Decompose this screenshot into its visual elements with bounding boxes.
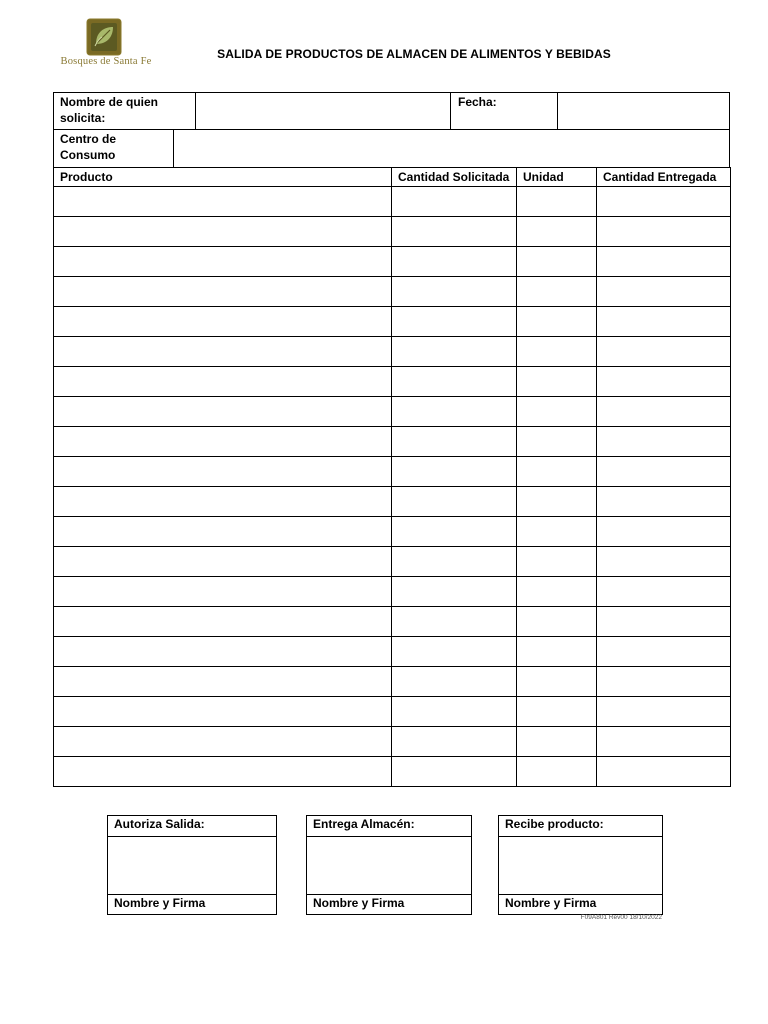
- signature-header: [307, 816, 471, 837]
- table-row: [54, 637, 731, 667]
- document-title: SALIDA DE PRODUCTOS DE ALMACEN DE ALIMENTOS Y BEBIDAS: [217, 47, 611, 61]
- requested-quantity-cell[interactable]: [392, 427, 517, 457]
- unit-cell[interactable]: [517, 577, 597, 607]
- delivered-quantity-cell[interactable]: [597, 637, 731, 667]
- unit-cell[interactable]: [517, 457, 597, 487]
- table-row: [54, 577, 731, 607]
- table-row: [54, 187, 731, 217]
- unit-cell[interactable]: [517, 487, 597, 517]
- signature-box-receive: [498, 815, 663, 915]
- requested-quantity-cell[interactable]: [392, 577, 517, 607]
- table-header-row: [54, 168, 731, 187]
- delivered-quantity-cell[interactable]: [597, 307, 731, 337]
- unit-cell[interactable]: [517, 607, 597, 637]
- requested-quantity-cell[interactable]: [392, 517, 517, 547]
- table-row: [54, 217, 731, 247]
- requester-input[interactable]: [196, 93, 450, 129]
- requested-quantity-cell[interactable]: [392, 697, 517, 727]
- table-row: [54, 247, 731, 277]
- column-header-requested-quantity: Cantidad Solicitada: [392, 168, 517, 187]
- consumption-center-label: [60, 131, 116, 163]
- product-cell[interactable]: [54, 727, 392, 757]
- delivered-quantity-cell[interactable]: [597, 727, 731, 757]
- requested-quantity-cell[interactable]: [392, 607, 517, 637]
- delivered-quantity-cell[interactable]: [597, 247, 731, 277]
- leaf-logo-icon: [86, 18, 122, 56]
- delivered-quantity-cell[interactable]: [597, 607, 731, 637]
- requested-quantity-cell[interactable]: [392, 397, 517, 427]
- signature-footer: [499, 894, 662, 914]
- product-cell[interactable]: [54, 367, 392, 397]
- product-cell[interactable]: [54, 517, 392, 547]
- requester-label-line1: Nombre de quien: [60, 95, 159, 109]
- product-cell[interactable]: [54, 547, 392, 577]
- product-cell[interactable]: [54, 217, 392, 247]
- unit-cell[interactable]: [517, 547, 597, 577]
- product-cell[interactable]: [54, 187, 392, 217]
- product-cell[interactable]: [54, 607, 392, 637]
- requested-quantity-cell[interactable]: [392, 487, 517, 517]
- table-row: [54, 367, 731, 397]
- signature-area[interactable]: [499, 837, 662, 894]
- consumption-center-row: [53, 129, 730, 168]
- requested-quantity-cell[interactable]: [392, 757, 517, 787]
- unit-cell[interactable]: [517, 667, 597, 697]
- table-row: [54, 697, 731, 727]
- table-row: [54, 307, 731, 337]
- consumption-center-label-line1: Centro de: [60, 132, 117, 146]
- requested-quantity-cell[interactable]: [392, 307, 517, 337]
- table-row: [54, 607, 731, 637]
- table-row: [54, 757, 731, 787]
- unit-cell[interactable]: [517, 727, 597, 757]
- table-row: [54, 667, 731, 697]
- requested-quantity-cell[interactable]: [392, 547, 517, 577]
- product-cell[interactable]: [54, 247, 392, 277]
- table-row: [54, 427, 731, 457]
- table-row: [54, 337, 731, 367]
- product-cell[interactable]: [54, 637, 392, 667]
- signature-footer-label: Nombre y Firma: [505, 896, 597, 910]
- signature-title: Entrega Almacén:: [313, 817, 415, 831]
- product-cell[interactable]: [54, 337, 392, 367]
- table-row: [54, 457, 731, 487]
- delivered-quantity-cell[interactable]: [597, 547, 731, 577]
- requested-quantity-cell[interactable]: [392, 337, 517, 367]
- requested-quantity-cell[interactable]: [392, 637, 517, 667]
- signature-header: [108, 816, 276, 837]
- unit-cell[interactable]: [517, 427, 597, 457]
- unit-cell[interactable]: [517, 277, 597, 307]
- signature-area[interactable]: [108, 837, 276, 894]
- table-row: [54, 487, 731, 517]
- signature-box-authorize: [107, 815, 277, 915]
- delivered-quantity-cell[interactable]: [597, 457, 731, 487]
- delivered-quantity-cell[interactable]: [597, 757, 731, 787]
- product-cell[interactable]: [54, 757, 392, 787]
- date-label: Fecha:: [458, 95, 497, 109]
- signature-area[interactable]: [307, 837, 471, 894]
- delivered-quantity-cell[interactable]: [597, 517, 731, 547]
- delivered-quantity-cell[interactable]: [597, 697, 731, 727]
- product-cell[interactable]: [54, 697, 392, 727]
- date-input[interactable]: [558, 93, 729, 129]
- requested-quantity-cell[interactable]: [392, 367, 517, 397]
- logo-text: Bosques de Santa Fe: [60, 56, 152, 67]
- requester-label: [60, 94, 158, 126]
- requester-label-line2: solicita:: [60, 111, 106, 125]
- unit-cell[interactable]: [517, 397, 597, 427]
- signature-footer-label: Nombre y Firma: [313, 896, 405, 910]
- delivered-quantity-cell[interactable]: [597, 217, 731, 247]
- unit-cell[interactable]: [517, 757, 597, 787]
- delivered-quantity-cell[interactable]: [597, 397, 731, 427]
- product-cell[interactable]: [54, 397, 392, 427]
- unit-cell[interactable]: [517, 367, 597, 397]
- table-row: [54, 277, 731, 307]
- product-cell[interactable]: [54, 487, 392, 517]
- delivered-quantity-cell[interactable]: [597, 337, 731, 367]
- delivered-quantity-cell[interactable]: [597, 577, 731, 607]
- signature-footer-label: Nombre y Firma: [114, 896, 206, 910]
- unit-cell[interactable]: [517, 697, 597, 727]
- unit-cell[interactable]: [517, 337, 597, 367]
- signature-title: Recibe producto:: [505, 817, 604, 831]
- divider: [450, 93, 451, 129]
- delivered-quantity-cell[interactable]: [597, 487, 731, 517]
- consumption-center-label-line2: Consumo: [60, 148, 116, 162]
- signature-footer: [108, 894, 276, 914]
- requested-quantity-cell[interactable]: [392, 247, 517, 277]
- product-cell[interactable]: [54, 307, 392, 337]
- unit-cell[interactable]: [517, 187, 597, 217]
- delivered-quantity-cell[interactable]: [597, 367, 731, 397]
- signature-header: [499, 816, 662, 837]
- product-cell[interactable]: [54, 427, 392, 457]
- column-header-delivered-quantity: Cantidad Entregada: [597, 168, 731, 187]
- requested-quantity-cell[interactable]: [392, 667, 517, 697]
- unit-cell[interactable]: [517, 247, 597, 277]
- unit-cell[interactable]: [517, 217, 597, 247]
- unit-cell[interactable]: [517, 517, 597, 547]
- requested-quantity-cell[interactable]: [392, 277, 517, 307]
- delivered-quantity-cell[interactable]: [597, 427, 731, 457]
- table-row: [54, 547, 731, 577]
- column-header-unit: Unidad: [517, 168, 597, 187]
- product-cell[interactable]: [54, 667, 392, 697]
- signature-footer: [307, 894, 471, 914]
- company-logo: [52, 16, 160, 76]
- delivered-quantity-cell[interactable]: [597, 187, 731, 217]
- requested-quantity-cell[interactable]: [392, 457, 517, 487]
- table-row: [54, 517, 731, 547]
- requested-quantity-cell[interactable]: [392, 727, 517, 757]
- signature-title: Autoriza Salida:: [114, 817, 205, 831]
- product-cell[interactable]: [54, 277, 392, 307]
- delivered-quantity-cell[interactable]: [597, 277, 731, 307]
- consumption-center-input[interactable]: [174, 130, 729, 167]
- column-header-product: Producto: [54, 168, 392, 187]
- signature-box-deliver: [306, 815, 472, 915]
- requested-quantity-cell[interactable]: [392, 187, 517, 217]
- product-cell[interactable]: [54, 457, 392, 487]
- requester-row: [53, 92, 730, 130]
- products-table: [53, 167, 731, 787]
- form-code: F09A801 Rev00 18/10/2022: [580, 914, 662, 921]
- unit-cell[interactable]: [517, 307, 597, 337]
- product-rows: [54, 187, 731, 787]
- product-cell[interactable]: [54, 577, 392, 607]
- unit-cell[interactable]: [517, 637, 597, 667]
- table-row: [54, 397, 731, 427]
- table-row: [54, 727, 731, 757]
- delivered-quantity-cell[interactable]: [597, 667, 731, 697]
- requested-quantity-cell[interactable]: [392, 217, 517, 247]
